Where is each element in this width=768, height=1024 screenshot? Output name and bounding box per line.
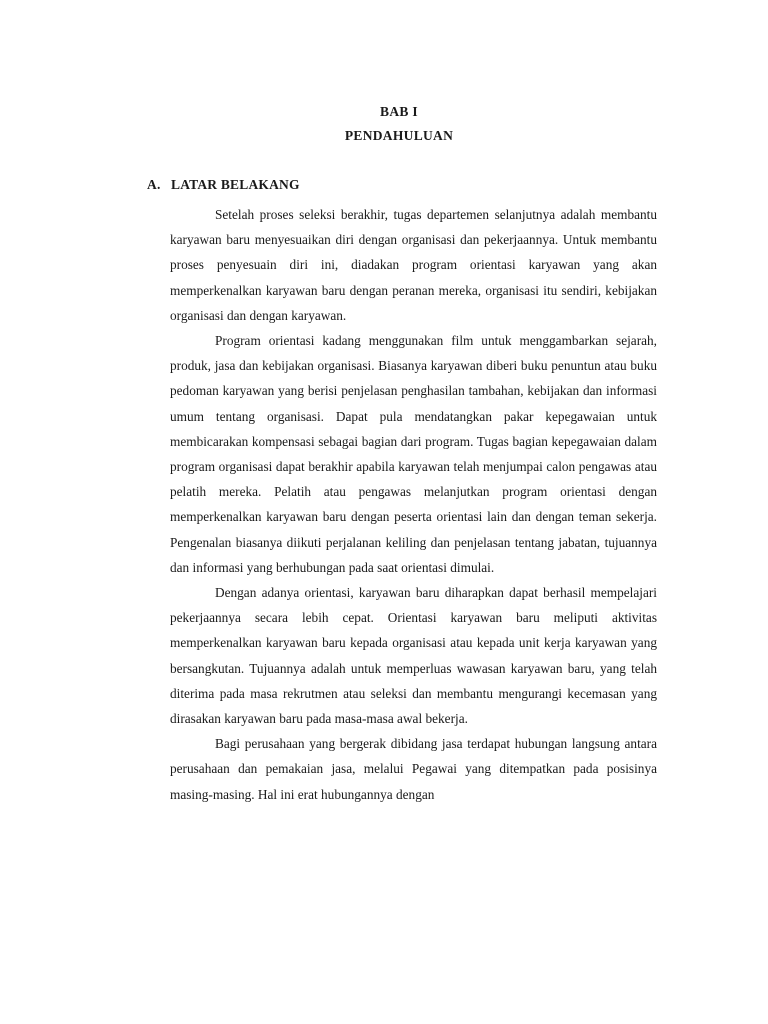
body-text	[170, 202, 657, 807]
chapter-number: BAB I	[380, 104, 418, 119]
chapter-title: PENDAHULUAN	[344, 128, 454, 143]
paragraph-2: Program orientasi kadang menggunakan film untuk menggambarkan sejarah, produk, jasa dan kebijakan organisasi. Biasanya karyawan diberi buku penuntun atau buku pedoman karyawan yang berisi penjelasan penghasilan tambahan, kebijakan dan informasi umum tentang organisasi. Dapat pula mendatangkan pakar kepegawaian untuk membicarakan kompensasi sebagai bagian dari program. Tugas bagian kepegawaian dalam program organisasi dapat berakhir apabila karyawan telah menjumpai calon pengawas atau pelatih mereka. Pelatih atau pengawas melanjutkan program orientasi dengan memperkenalkan karyawan baru dengan peserta orientasi lain dan dengan teman sekerja. Pengenalan biasanya diikuti perjalanan keliling dan penjelasan tentang jabatan, tujuannya dan informasi yang berhubungan pada saat orientasi dimulai.	[170, 333, 657, 575]
section-heading	[147, 177, 300, 193]
section-letter: A.	[147, 177, 161, 192]
paragraph-1: Setelah proses seleksi berakhir, tugas departemen selanjutnya adalah membantu karyawan baru menyesuaikan diri dengan organisasi dan pekerjaannya. Untuk membantu proses penyesuain diri ini, diadakan program orientasi karyawan yang akan memperkenalkan karyawan baru dengan peranan mereka, organisasi itu sendiri, kebijakan organisasi dan dengan karyawan.	[170, 207, 657, 323]
section-title: LATAR BELAKANG	[171, 177, 300, 192]
paragraph-3: Dengan adanya orientasi, karyawan baru diharapkan dapat berhasil mempelajari pekerjaannya secara lebih cepat. Orientasi karyawan baru meliputi aktivitas memperkenalkan karyawan baru kepada organisasi atau kepada unit kerja karyawan yang bersangkutan. Tujuannya adalah untuk memperluas wawasan karyawan baru, yang telah diterima pada masa rekrutmen atau seleksi dan membantu mengurangi kecemasan yang dirasakan karyawan baru pada masa-masa awal bekerja.	[170, 585, 657, 727]
paragraph-4: Bagi perusahaan yang bergerak dibidang jasa terdapat hubungan langsung antara perusahaan dan pemakaian jasa, melalui Pegawai yang ditempatkan pada posisinya masing-masing. Hal ini erat hubungannya dengan	[170, 736, 657, 802]
